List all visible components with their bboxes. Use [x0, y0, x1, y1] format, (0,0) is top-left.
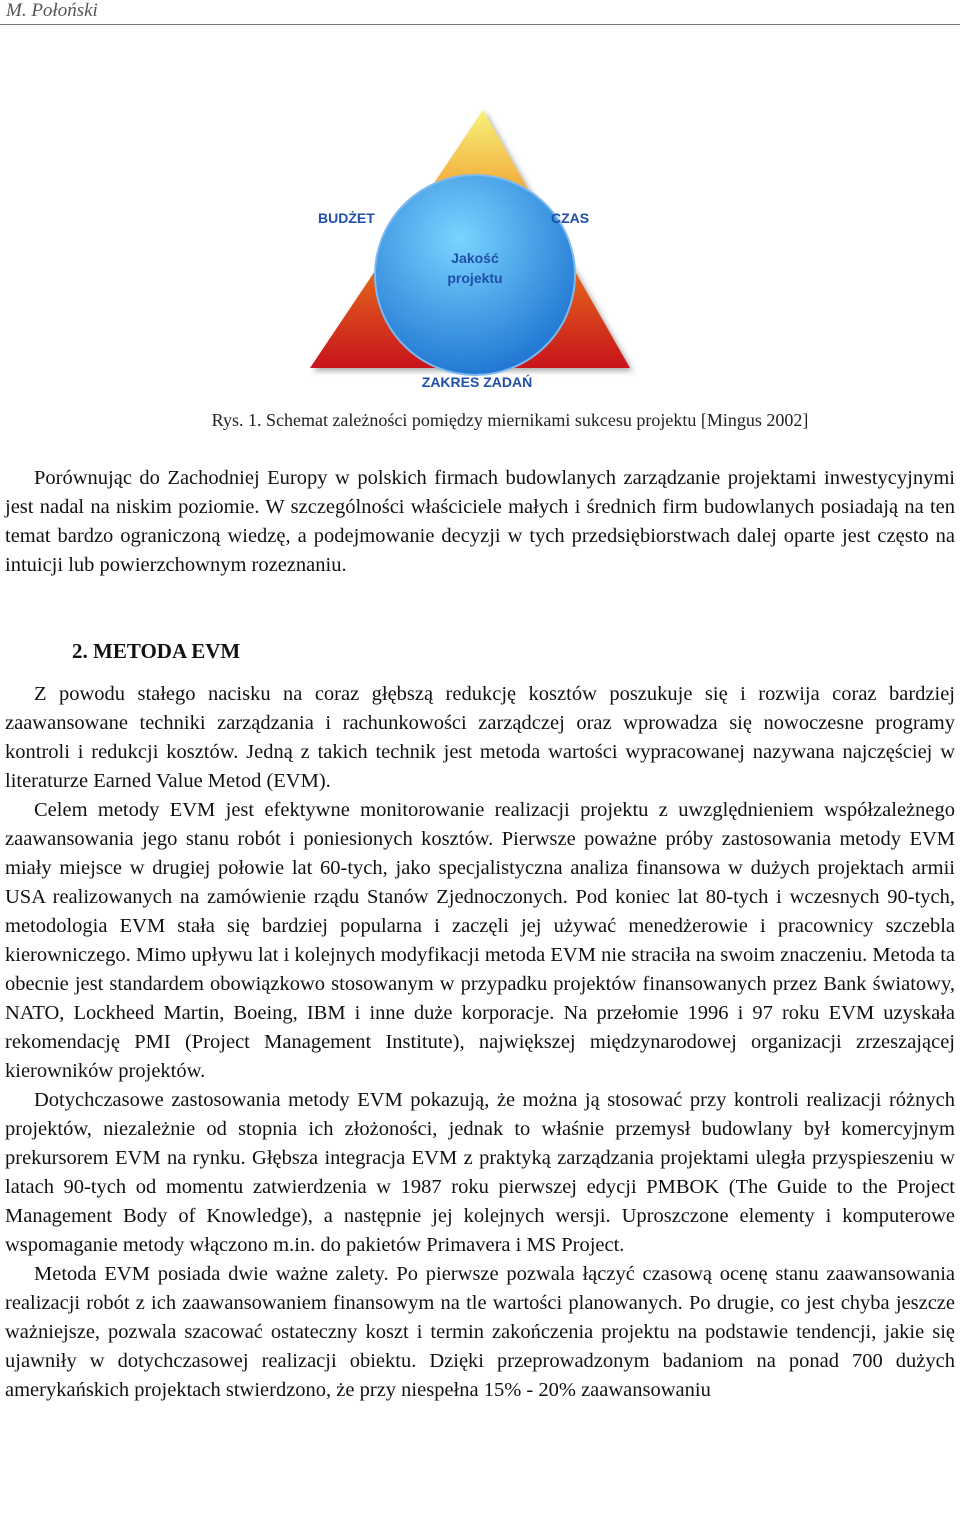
triangle-diagram [300, 100, 645, 395]
label-quality-line1: Jakość [451, 250, 499, 266]
label-budget: BUDŻET [318, 210, 375, 226]
intro-paragraph: Porównując do Zachodniej Europy w polskich firmach budowlanych zarządzanie projektami inwestycyjnymi jest nadal na niskim poziomie. W szczególności właściciele małych i średnich firm budowlanych posiadają na ten temat bardzo ograniczoną wiedzę, a podejmowanie decyzji w tych przedsiębiorstwach dalej oparte jest często na intuicji lub powierzchownym rozeznaniu. [5, 467, 955, 576]
section-body [5, 680, 955, 1405]
section-paragraph-1: Z powodu stałego nacisku na coraz głębszą redukcję kosztów poszukuje się i rozwija coraz bardziej zaawansowane techniki zarządzania i rachunkowości zarządczej oraz wprowadza się nowoczesne programy kontroli i redukcji kosztów. Jedną z takich technik jest metoda wartości wypracowanej nazywana najczęściej w literaturze Earned Value Metod (EVM). [5, 683, 955, 792]
label-time: CZAS [551, 210, 590, 226]
section-heading: 2. METODA EVM [72, 639, 241, 663]
section-paragraph-3: Dotychczasowe zastosowania metody EVM pokazują, że można ją stosować przy kontroli realizacji różnych projektów, niezależnie od stopnia ich złożoności, jednak to właśnie przemysł budowlany był komercyjnym prekursorem EVM na rynku. Głębsza integracja EVM z praktyką zarządzania projektami uległa przyspieszeniu w latach 90-tych od momentu zatwierdzenia w 1987 roku pierwszej edycji PMBOK (The Guide to the Project Management Body of Knowledge), a następnie jej kolejnych wersji. Uproszczone elementy i komputerowe wspomaganie metody włączono m.in. do pakietów Primavera i MS Project. [5, 1089, 955, 1256]
label-quality-line2: projektu [447, 270, 503, 286]
triangle-figure [300, 100, 645, 395]
section-paragraph-4: Metoda EVM posiada dwie ważne zalety. Po pierwsze pozwala łączyć czasową ocenę stanu zaawansowania realizacji robót z ich zaawansowaniem finansowym na tle wartości planowanych. Po drugie, co jest chyba jeszcze ważniejsze, pozwala szacować ostateczny koszt i termin zakończenia projektu na podstawie tendencji, jakie się ujawniły w dotychczasowej realizacji obiektu. Dzięki przeprowadzonym badaniom na ponad 700 dużych amerykańskich projektach stwierdzono, że przy niespełna 15% - 20% zaawansowaniu [5, 1263, 955, 1401]
running-head: M. Połoński [6, 0, 98, 21]
label-scope: ZAKRES ZADAŃ [421, 374, 533, 390]
section-paragraph-2: Celem metody EVM jest efektywne monitorowanie realizacji projektu z uwzględnieniem współzależnego zaawansowania jego stanu robót i poniesionych kosztów. Pierwsze poważne próby zastosowania metody EVM miały miejsce w drugiej połowie lat 60-tych, jako specjalistyczna analiza finansowa w dużych projektach armii USA realizowanych na zamówienie rządu Stanów Zjednoczonych. Pod koniec lat 80-tych i wczesnych 90-tych, metodologia EVM stała się bardziej popularna i zaczęli jej używać menedżerowie i pracownicy szczebla kierowniczego. Mimo upływu lat i kolejnych modyfikacji metoda EVM nie straciła na swoim znaczeniu. Metoda ta obecnie jest standardem obowiązkowo stosowanym w przypadku projektów finansowanych przez Bank światowy, NATO, Lockheed Martin, Boeing, IBM i inne duże korporacje. Na przełomie 1996 i 97 roku EVM uzyskała rekomendację PMI (Project Management Institute), największej międzynarodowej organizacji zrzeszającej kierowników projektów. [5, 799, 955, 1082]
figure-caption: Rys. 1. Schemat zależności pomiędzy miernikami sukcesu projektu [Mingus 2002] [211, 410, 809, 430]
header-rule [0, 24, 960, 25]
